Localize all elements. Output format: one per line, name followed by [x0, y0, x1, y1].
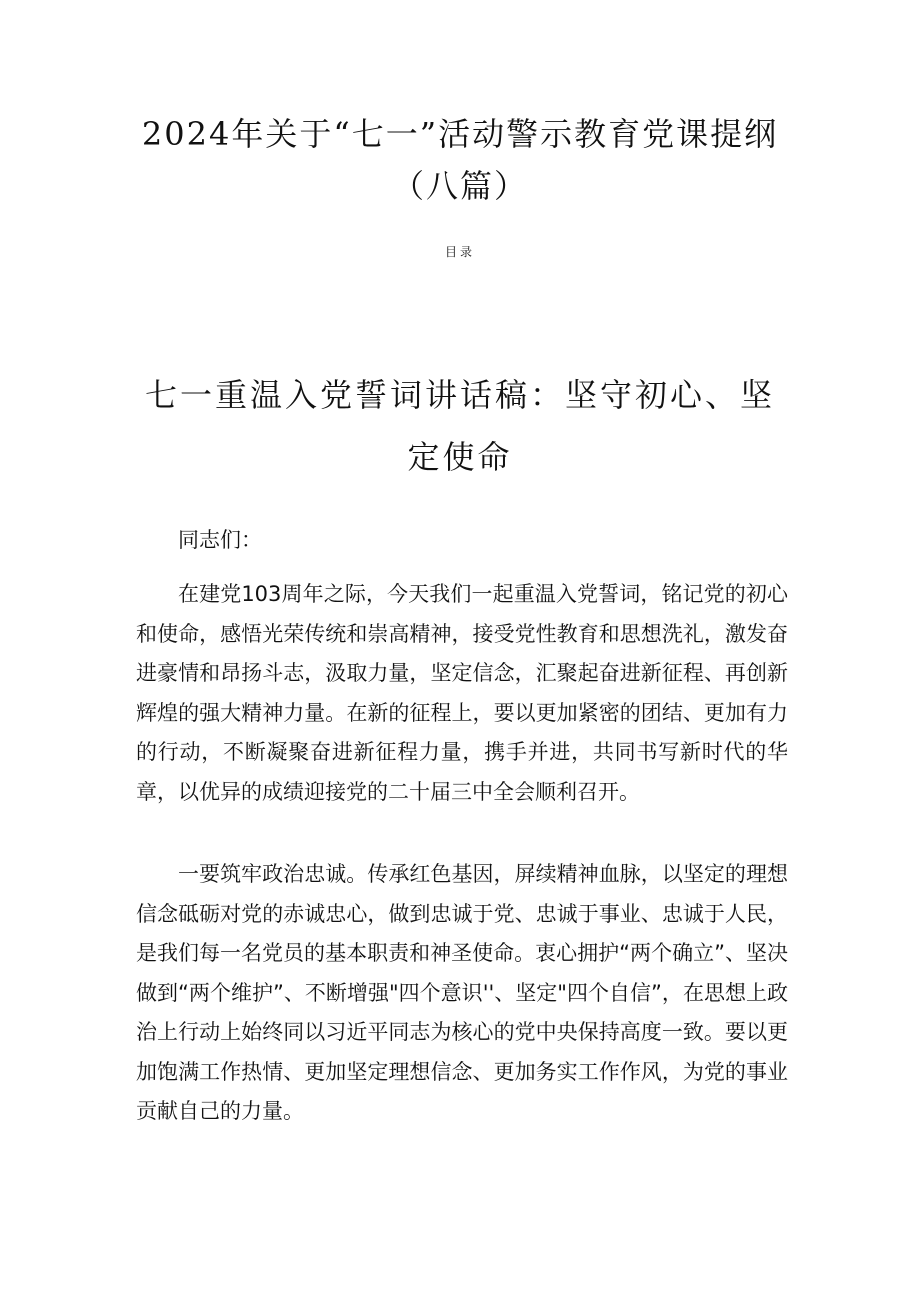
greeting-paragraph: 同志们： [178, 528, 262, 552]
section-title: 七一重温入党誓词讲话稿：坚守初心、坚定使命 [144, 376, 775, 476]
point-one-paragraph: 一要筑牢政治忠诚。传承红色基因，屏续精神血脉，以坚定的理想信念砥砺对党的赤诚忠心，做到忠诚于党、忠诚于事业、忠诚于人民，是我们每一名党员的基本职责和神圣使命。衷心拥护“两个确立”、坚决做到“两个维护”、不断增强"四个意识''、坚定"四个自信”，在思想上政治上行动上始终同以习近平同志为核心的党中央保持高度一致。要以更加饱满工作热情、更加坚定理想信念、更加务实工作作风，为党的事业贡献自己的力量。 [136, 862, 788, 1123]
table-of-contents-label: 目录 [444, 245, 475, 259]
document-title: 2024年关于“七一”活动警示教育党课提纲（八篇） [141, 115, 779, 205]
intro-paragraph: 在建党103周年之际，今天我们一起重温入党誓词，铭记党的初心和使命，感悟光荣传统和崇高精神，接受党性教育和思想洗礼，激发奋进豪情和昂扬斗志，汲取力量，坚定信念，汇聚起奋进新征程、再创新辉煌的强大精神力量。在新的征程上，要以更加紧密的团结、更加有力的行动，不断凝聚奋进新征程力量，携手并进，共同书写新时代的华章，以优异的成绩迎接党的二十届三中全会顺利召开。 [136, 582, 788, 804]
